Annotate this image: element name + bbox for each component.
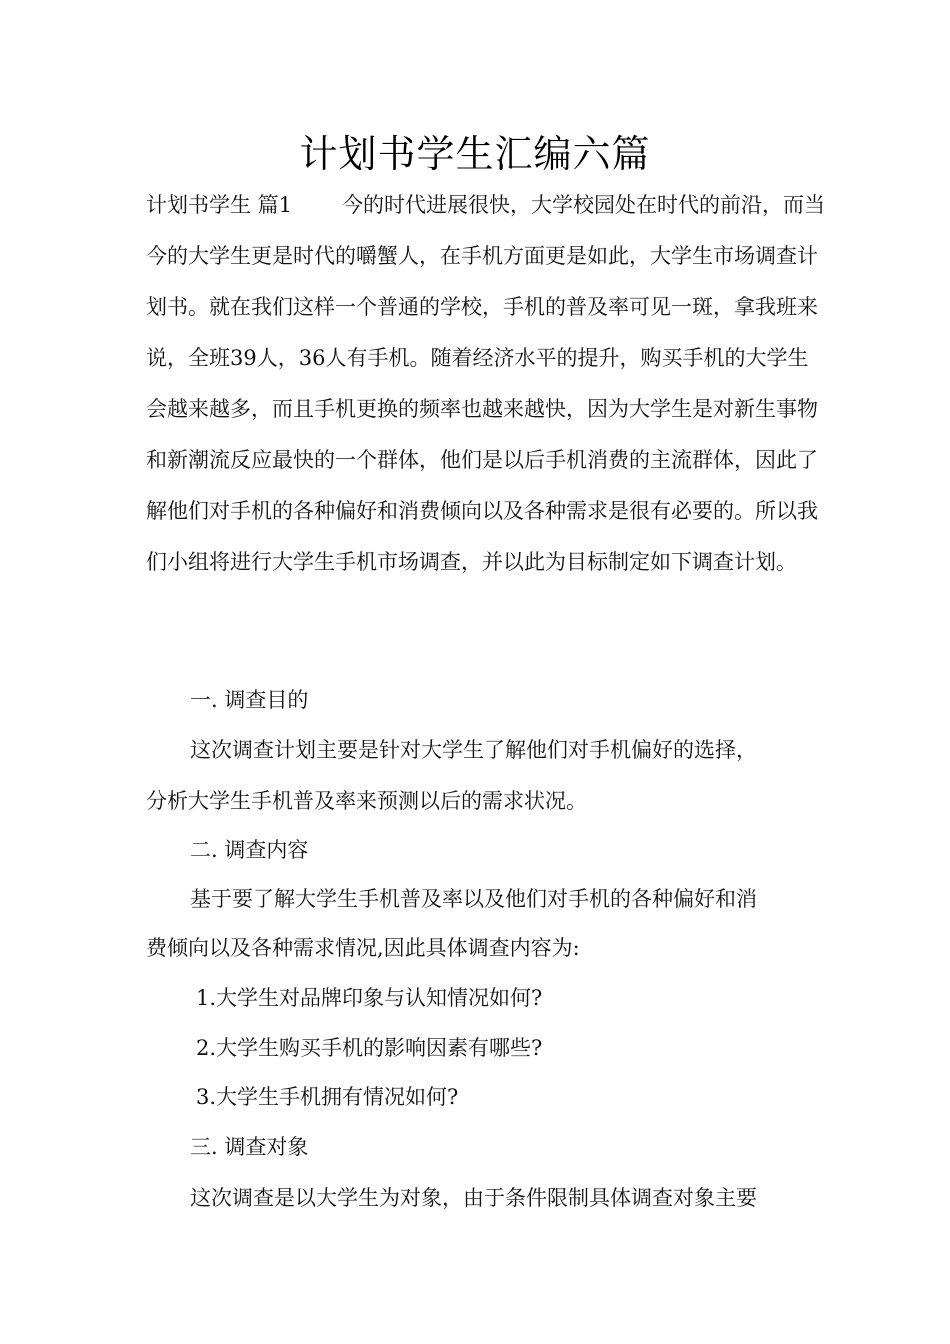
list-item: 1.大学生对品牌印象与认知情况如何? xyxy=(196,986,543,1010)
section3-paragraph-line-1: 这次调查是以大学生为对象，由于条件限制具体调查对象主要 xyxy=(190,1186,757,1210)
section1-paragraph-line-1: 这次调查计划主要是针对大学生了解他们对手机偏好的选择， xyxy=(190,738,757,762)
list-item: 3.大学生手机拥有情况如何? xyxy=(196,1085,459,1109)
intro-paragraph xyxy=(146,180,826,588)
section-label: 计划书学生 篇1 xyxy=(146,193,293,217)
section2-paragraph-line-2: 费倾向以及各种需求情况,因此具体调查内容为: xyxy=(146,936,580,960)
section2-paragraph-line-1: 基于要了解大学生手机普及率以及他们对手机的各种偏好和消 xyxy=(190,887,757,911)
section3-heading: 三. 调查对象 xyxy=(190,1135,309,1159)
section1-heading: 一. 调查目的 xyxy=(190,688,309,712)
intro-text: 今的时代进展很快，大学校园处在时代的前沿，而当今的大学生更是时代的嚼蟹人，在手机方面更是如此，大学生市场调查计划书。就在我们这样一个普通的学校，手机的普及率可见一斑，拿我班来说，全班39人，36人有手机。随着经济水平的提升，购买手机的大学生会越来越多，而且手机更换的频率也越来越快，因为大学生是对新生事物和新潮流反应最快的一个群体，他们是以后手机消费的主流群体，因此了解他们对手机的各种偏好和消费倾向以及各种需求是很有必要的。所以我们小组将进行大学生手机市场调查，并以此为目标制定如下调查计划。 xyxy=(146,193,826,574)
section2-heading: 二. 调查内容 xyxy=(190,838,309,862)
document-title: 计划书学生汇编六篇 xyxy=(299,132,651,176)
section1-paragraph-line-2: 分析大学生手机普及率来预测以后的需求状况。 xyxy=(146,789,587,813)
list-item: 2.大学生购买手机的影响因素有哪些? xyxy=(196,1036,543,1060)
